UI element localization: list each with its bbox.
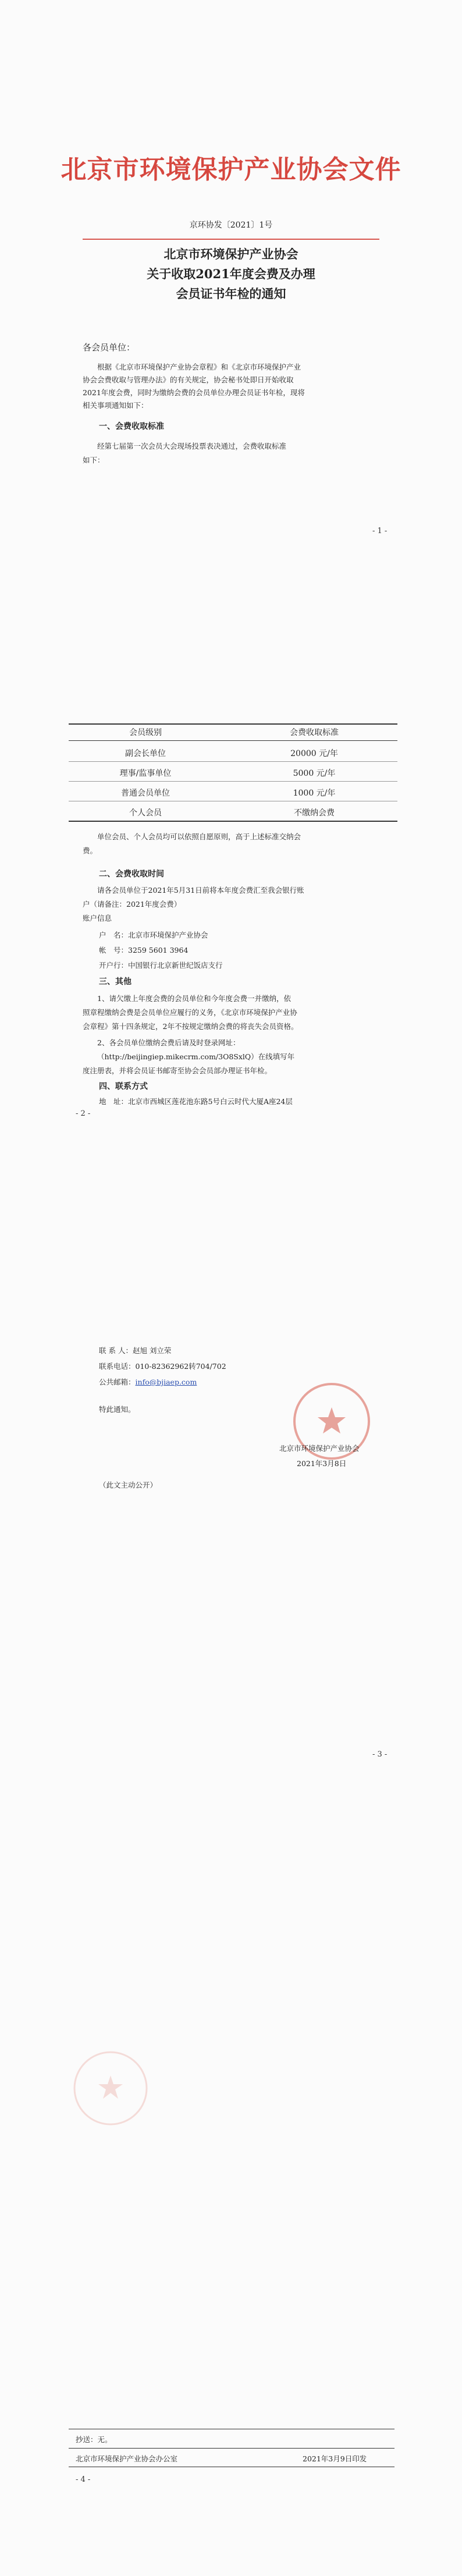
section-3-title: 三、其他: [99, 977, 132, 987]
salutation: 各会员单位：: [83, 342, 136, 353]
account-number-label: 帐 号：: [99, 946, 129, 955]
masthead: 北京市环境保护产业协会文件: [61, 155, 401, 184]
signature-date: 2021年3月8日: [297, 1459, 347, 1468]
table-top-rule: [69, 723, 397, 725]
account-name-row: [99, 928, 223, 943]
cc-line: 抄送：无。: [76, 2435, 112, 2444]
intro-line-4: 相关事项通知如下：: [83, 401, 148, 410]
section-2-text: [83, 883, 304, 911]
contact-info: [99, 1343, 226, 1390]
registration-link[interactable]: （http://beijingiep.mikecrm.com/3O8SxlQ）在线填写年: [97, 1052, 295, 1061]
contact-phone-row: [99, 1358, 226, 1374]
account-name-value: 北京市环境保护产业协会: [128, 931, 208, 939]
page-number-1: - 1 -: [372, 527, 388, 535]
faint-seal-graphic: [70, 2048, 151, 2129]
page-4: [0, 1931, 462, 2576]
intro-line-2: 协会会费收取与管理办法》的有关规定，协会秘书处即日开始收取: [83, 375, 294, 384]
print-date: 2021年3月9日印发: [303, 2454, 367, 2463]
contact-email-row: [99, 1374, 226, 1390]
section-2-line-1: 请各会员单位于2021年5月31日前将本年度会费汇至我会银行账: [97, 886, 304, 895]
account-name-label: 户 名：: [99, 931, 129, 939]
contact-person-row: [99, 1343, 226, 1358]
table-row-3-level: 普通会员单位: [121, 789, 170, 798]
table-row-rule: [69, 761, 397, 762]
table-header-level: 会员级别: [129, 728, 162, 737]
contact-person-label: 联 系 人：: [99, 1346, 133, 1355]
section-3-item-1-line-1: 1、请欠缴上年度会费的会员单位和今年度会费一并缴纳，依: [97, 994, 291, 1003]
section-1-text: [83, 439, 286, 467]
header-divider: [83, 239, 379, 240]
account-heading: 账户信息: [83, 914, 112, 922]
table-row-3-fee: 1000 元/年: [293, 789, 336, 798]
table-row-2-fee: 5000 元/年: [293, 769, 336, 778]
title-line-3: 会员证书年检的通知: [176, 286, 286, 301]
page-number-4: - 4 -: [76, 2475, 91, 2484]
title-line-1: 北京市环境保护产业协会: [164, 247, 298, 261]
address: 地 址：北京市西城区莲花池东路5号白云时代大厦A座24层: [99, 1097, 293, 1106]
account-info: [99, 928, 223, 973]
account-number-value: 3259 5601 3964: [128, 946, 189, 955]
account-bank-label: 开户行：: [99, 961, 129, 970]
after-table-line-1: 单位会员、个人会员均可以依照自愿原则，高于上述标准交纳会: [97, 832, 301, 841]
section-1-line-1: 经第七届第一次会员大会现场投票表决通过，会费收取标准: [97, 442, 287, 450]
contact-person-value: 赵旭 刘立荣: [132, 1346, 172, 1355]
contact-phone-value: 010-82362962转704/702: [135, 1362, 226, 1371]
section-3-item-1-line-2: 照章程缴纳会费是会员单位应履行的义务，《北京市环境保护产业协: [83, 1008, 297, 1017]
title-line-2: 关于收取2021年度会费及办理: [147, 267, 315, 281]
page-number-2: - 2 -: [76, 1109, 91, 1118]
table-row-4-level: 个人会员: [129, 808, 162, 818]
account-bank-value: 中国银行北京新世纪饭店支行: [128, 961, 223, 970]
closing-text: 特此通知。: [99, 1405, 136, 1414]
faint-seal-imprint: [70, 2048, 151, 2129]
section-4-title: 四、联系方式: [99, 1082, 148, 1091]
section-3-item-2: [83, 1036, 294, 1078]
section-1-line-2: 如下：: [83, 456, 105, 464]
section-3-item-1: [83, 992, 298, 1034]
doc-number: 京环协发〔2021〕1号: [189, 221, 273, 230]
section-2-line-2: 户（请备注：2021年度会费）: [83, 900, 182, 909]
contact-email-link[interactable]: info@bjiaep.com: [135, 1378, 197, 1386]
after-table-line-2: 费。: [83, 846, 98, 855]
footer-mid-rule: [69, 2448, 395, 2449]
document-title: [0, 244, 462, 304]
table-row-1-fee: 20000 元/年: [290, 749, 338, 758]
table-header-fee: 会费收取标准: [290, 728, 339, 737]
table-row-2-level: 理事/监事单位: [119, 769, 172, 778]
account-number-row: [99, 943, 223, 958]
table-row-4-fee: 不缴纳会费: [294, 808, 335, 818]
table-bottom-rule: [69, 821, 397, 822]
account-bank-row: [99, 958, 223, 973]
table-row-rule: [69, 781, 397, 782]
issuer: 北京市环境保护产业协会办公室: [76, 2454, 178, 2463]
section-1-title: 一、会费收取标准: [99, 422, 164, 431]
contact-phone-label: 联系电话：: [99, 1362, 136, 1371]
intro-line-1: 根据《北京市环境保护产业协会章程》和《北京市环境保护产业: [97, 363, 301, 371]
intro-paragraph: [83, 361, 385, 412]
contact-email-label: 公共邮箱：: [99, 1378, 136, 1386]
intro-line-3: 2021年度会费，同时为缴纳会费的会员单位办理会员证书年检，现将: [83, 388, 305, 397]
signature-org: 北京市环境保护产业协会: [279, 1444, 360, 1453]
section-3-item-1-line-3: 会章程》第十四条规定，2年不按规定缴纳会费的将丧失会员资格。: [83, 1022, 298, 1031]
after-table-text: [83, 830, 301, 858]
page-3: [0, 1287, 462, 1931]
section-3-item-2-line-1: 2、各会员单位缴纳会费后请及时登录网址：: [97, 1038, 240, 1047]
table-header-rule: [69, 740, 397, 741]
section-2-title: 二、会费收取时间: [99, 870, 164, 879]
page-1: [0, 0, 462, 644]
page-2: [0, 644, 462, 1287]
page-number-3: - 3 -: [372, 1750, 388, 1759]
table-row-1-level: 副会长单位: [125, 749, 166, 758]
public-note: （此文主动公开）: [99, 1481, 158, 1489]
section-3-item-2-line-3: 度注册表，并将会员证书邮寄至协会会员部办理证书年检。: [83, 1066, 272, 1075]
